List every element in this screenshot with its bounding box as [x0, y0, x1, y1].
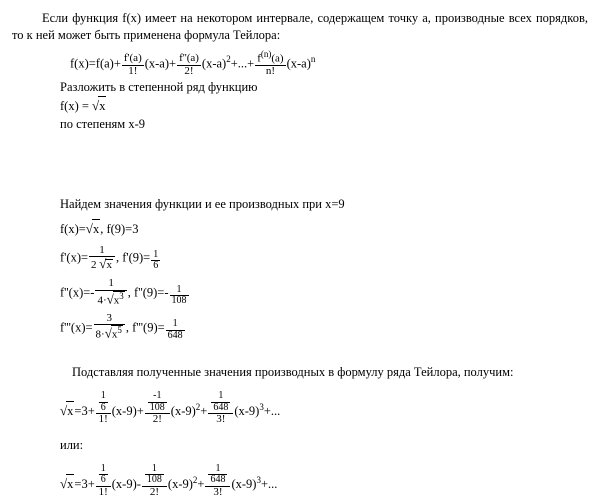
taylor-termn-tail: (x-a) [286, 56, 311, 71]
radical-sign-icon: √ [85, 221, 93, 237]
series-2-term-b-numerator [142, 464, 167, 486]
derivative-row-1-value-numerator: 1 [153, 248, 159, 260]
radicand: x [66, 474, 74, 493]
derivatives-block [60, 196, 600, 342]
sqrt-x [60, 474, 74, 494]
series-2-term-c-numerator [205, 464, 230, 486]
series-line-2 [60, 464, 600, 499]
inner-numerator: 1 [215, 462, 221, 474]
derivative-row-3-denominator [94, 324, 125, 341]
taylor-formula [70, 50, 600, 78]
derivative-row-2-denominator [95, 290, 126, 307]
radical-sign-icon: √ [92, 97, 100, 113]
intro-paragraph: Если функция f(x) имеет на некотором интервале, содержащем точку a, производные всех порядков, то к ней может быть применена формула Тейлора: [12, 11, 588, 42]
taylor-termn-denominator: n! [255, 65, 285, 78]
derivative-row-1-denominator [89, 256, 115, 272]
derivative-row-1-fraction [89, 245, 115, 272]
derivative-row-2-value-denominator: 108 [171, 295, 187, 307]
taylor-termn-numerator [255, 50, 285, 65]
derivative-row-0-lhs: f(x)= [60, 222, 86, 237]
series-1-lhs-tail: =3+ [74, 404, 95, 419]
inner-numerator: 1 [100, 390, 106, 402]
substitution-title: Подставляя полученные значения производных в формулу ряда Тейлора, получим: [72, 364, 514, 379]
derivative-row-1-numerator: 1 [99, 243, 105, 256]
series-1-term-a [96, 391, 111, 426]
derivative-row-2-mid: , f''(9)=- [127, 285, 169, 300]
derivative-row-3-numerator: 3 [106, 311, 112, 324]
series-1-term-b-tail: (x-9) [170, 404, 196, 419]
series-2-ellipsis: +... [260, 476, 278, 491]
radicand-exponent: 3 [119, 290, 124, 301]
taylor-term2-tail: (x-a) [201, 56, 227, 71]
radicand: x [66, 401, 74, 420]
radicand: x [106, 259, 112, 272]
task-line-2 [60, 96, 600, 116]
series-2-term-a-numerator [96, 464, 111, 486]
taylor-term1-denominator: 1! [122, 65, 144, 78]
taylor-termn-arg: (a) [271, 52, 284, 65]
substitution-block [60, 364, 600, 499]
derivative-row-1-value-fraction [151, 250, 160, 272]
series-2-term-b-denominator: 2! [142, 486, 167, 499]
series-2-term-c-tail: (x-9) [231, 476, 257, 491]
inner-denominator: 648 [213, 401, 229, 413]
series-2-term-a-inner-fraction [99, 464, 108, 486]
series-1-term-b-numerator [145, 391, 170, 413]
derivative-row-2-lhs: f''(x)=- [60, 285, 95, 300]
derivative-row-3-fraction [94, 313, 125, 342]
inner-denominator: 648 [210, 474, 226, 486]
denominator-coefficient: 4· [97, 294, 107, 307]
taylor-termn-order: (n) [260, 48, 272, 59]
series-line-1 [60, 391, 600, 426]
series-1-term-b-denominator: 2! [145, 413, 170, 426]
derivative-row-1-lhs: f'(x)= [60, 250, 89, 265]
series-2-plus-1: + [197, 476, 205, 491]
series-1-term-c-denominator: 3! [208, 413, 233, 426]
series-1-term-a-denominator: 1! [96, 413, 111, 426]
derivative-row-2-numerator: 1 [108, 277, 114, 290]
sqrt-x-fifth [105, 325, 123, 341]
taylor-lhs: f(x)=f(a)+ [70, 56, 121, 71]
derivative-row-2-value-numerator: 1 [176, 283, 182, 295]
series-2-term-c-exponent: 3 [256, 474, 261, 485]
series-2-lhs-tail: =3+ [74, 476, 95, 491]
series-2-term-b [142, 464, 167, 499]
series-2-term-c [205, 464, 230, 499]
radicand [111, 325, 123, 341]
task-line-1: Разложить в степенной ряд функцию [60, 79, 258, 94]
series-1-term-c-exponent: 3 [259, 402, 264, 412]
document-page [0, 10, 600, 500]
series-1-term-a-numerator [96, 391, 111, 413]
series-1-term-c-inner-fraction [211, 391, 230, 413]
series-1-term-a-inner-fraction [99, 391, 108, 413]
task-function-lhs: f(x) = [60, 98, 93, 113]
taylor-term1-fraction [122, 53, 144, 77]
series-2-term-b-tail: (x-9) [167, 476, 193, 491]
radicand [113, 291, 125, 307]
radical-sign-icon: √ [104, 325, 112, 341]
derivative-row-3-mid: , f'''(9)= [125, 320, 165, 335]
spacer-2 [0, 342, 600, 364]
taylor-termn-f: f [257, 52, 261, 65]
series-2-term-b-exponent: 2 [192, 474, 198, 485]
radical-sign-icon: √ [60, 403, 68, 419]
series-2-term-a-denominator: 1! [96, 486, 111, 499]
derivative-row-3-value-denominator: 648 [167, 329, 183, 341]
inner-denominator: 108 [149, 401, 165, 413]
inner-numerator: -1 [153, 390, 162, 402]
inner-numerator: 1 [151, 462, 157, 474]
derivatives-title: Найдем значения функции и ее производных при x=9 [60, 196, 345, 211]
inner-denominator: 6 [100, 474, 106, 486]
series-1-term-c-tail: (x-9) [234, 404, 260, 419]
taylor-term2-fraction [177, 53, 201, 77]
radicand: x [98, 96, 106, 115]
or-label: или: [60, 437, 84, 452]
derivative-row-3-value-numerator: 1 [172, 318, 178, 330]
sqrt-x [86, 219, 100, 239]
sqrt-x [99, 257, 113, 272]
taylor-term1-tail: (x-a)+ [144, 56, 177, 71]
sqrt-x-cubed [107, 291, 125, 307]
series-2-term-a [96, 464, 111, 499]
derivative-row-0 [60, 219, 600, 239]
task-line-3: по степеням x-9 [60, 117, 145, 132]
derivative-row-3 [60, 313, 600, 342]
series-1-plus-1: + [200, 404, 208, 419]
radical-sign-icon: √ [60, 475, 68, 491]
taylor-termn-fraction [255, 50, 285, 78]
derivative-row-1 [60, 245, 600, 272]
derivative-row-3-value-fraction [166, 319, 185, 341]
taylor-term2-numerator: f''(a) [179, 52, 199, 65]
series-1-term-b-inner-fraction [148, 391, 167, 413]
series-2-term-b-inner-fraction [145, 464, 164, 486]
derivative-row-0-value: , f(9)=3 [100, 222, 139, 237]
sqrt-x [60, 401, 74, 421]
series-2-term-c-denominator: 3! [205, 486, 230, 499]
inner-denominator: 6 [100, 401, 106, 413]
series-1-term-b-exponent: 2 [195, 402, 201, 412]
derivative-row-2-fraction [95, 278, 126, 307]
inner-numerator: 1 [218, 390, 224, 402]
radicand-exponent: 5 [117, 325, 122, 336]
spacer-1 [0, 134, 600, 196]
taylor-term2-exponent: 2 [226, 53, 231, 64]
taylor-term1-numerator: f'(a) [123, 52, 142, 65]
radical-sign-icon: √ [99, 256, 107, 272]
inner-numerator: 1 [100, 462, 106, 474]
inner-denominator: 108 [146, 474, 162, 486]
radicand-base: x [113, 294, 120, 307]
denominator-coefficient: 8· [95, 328, 105, 341]
series-1-term-a-tail: (x-9)+ [111, 404, 144, 419]
series-1-term-c [208, 391, 233, 426]
derivative-row-1-value-denominator: 6 [153, 260, 159, 272]
taylor-term2-denominator: 2! [177, 65, 201, 78]
sqrt-x [92, 96, 106, 116]
derivative-row-1-mid: , f'(9)= [115, 250, 151, 265]
derivative-row-2 [60, 278, 600, 307]
series-1-ellipsis: +... [263, 404, 281, 419]
denominator-coefficient: 2 [91, 259, 100, 272]
radicand-base: x [111, 328, 118, 341]
task-block [60, 78, 600, 134]
derivative-row-3-lhs: f'''(x)= [60, 320, 93, 335]
radicand: x [92, 219, 100, 238]
derivative-row-2-value-fraction [170, 285, 189, 307]
radical-sign-icon: √ [106, 291, 114, 307]
series-2-term-a-tail: (x-9)- [111, 476, 141, 491]
taylor-ellipsis: +...+ [230, 56, 255, 71]
taylor-termn-exponent: n [310, 53, 316, 64]
series-1-term-b [145, 391, 170, 426]
series-1-term-c-numerator [208, 391, 233, 413]
series-2-term-c-inner-fraction [208, 464, 227, 486]
